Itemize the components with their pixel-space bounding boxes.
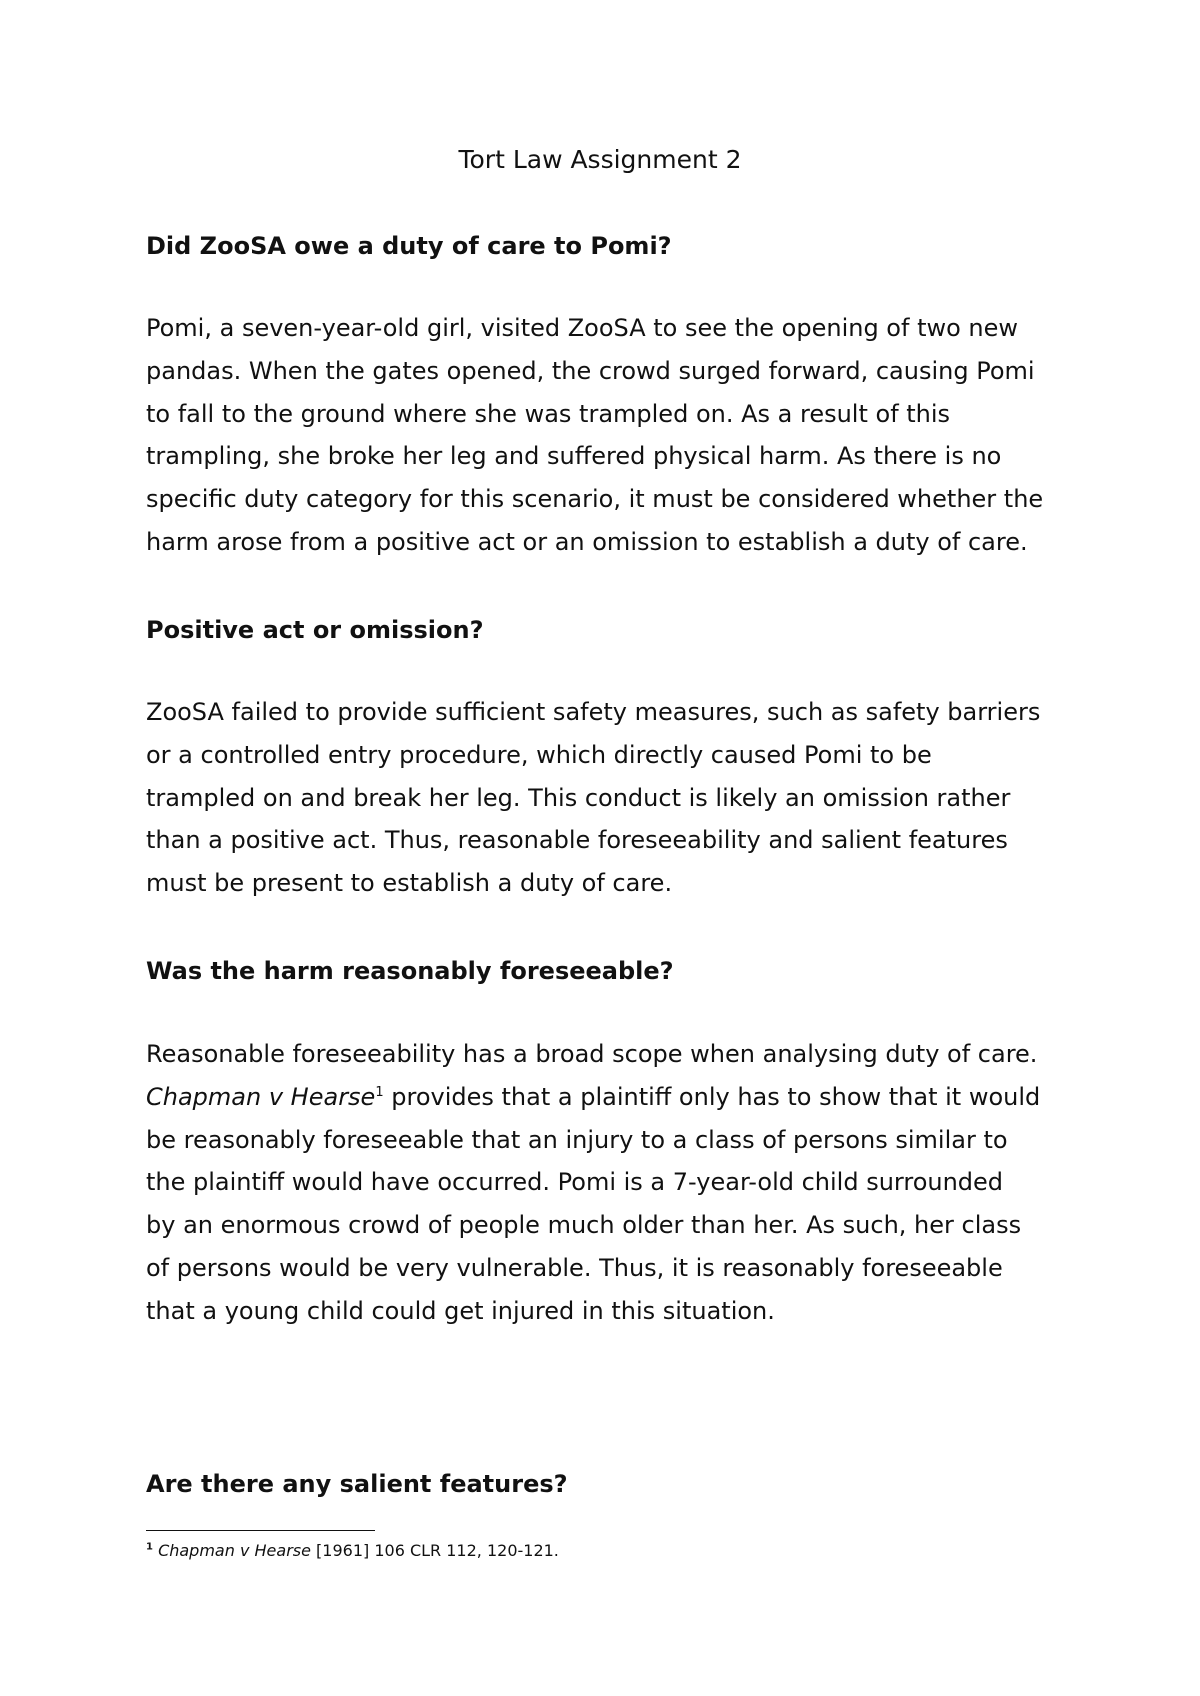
text-line-with-case: [146, 1076, 1071, 1119]
footnote-case-name: Chapman v Hearse: [158, 1541, 311, 1560]
text-line: harm arose from a positive act or an omission to establish a duty of care.: [146, 527, 1028, 556]
text-line: the plaintiff would have occurred. Pomi is a 7-year-old child surrounded: [146, 1168, 1004, 1197]
footnote-citation: [1961] 106 CLR 112, 120-121.: [310, 1541, 559, 1560]
document-title: Tort Law Assignment 2: [458, 145, 742, 174]
text-line: or a controlled entry procedure, which directly caused Pomi to be: [146, 740, 932, 769]
text-line: that a young child could get injured in this situation.: [146, 1296, 775, 1325]
text-line: be reasonably foreseeable that an injury to a class of persons similar to: [146, 1125, 1008, 1154]
text-line: pandas. When the gates opened, the crowd surged forward, causing Pomi: [146, 356, 1035, 385]
text-line: to fall to the ground where she was trampled on. As a result of this: [146, 399, 951, 428]
footnote: [146, 1540, 1066, 1562]
text-line: trampled on and break her leg. This conduct is likely an omission rather: [146, 783, 1011, 812]
text-line: Reasonable foreseeability has a broad scope when analysing duty of care.: [146, 1040, 1038, 1068]
footnote-separator: [146, 1530, 375, 1531]
text-line: Pomi, a seven-year-old girl, visited ZooSA to see the opening of two new: [146, 314, 1019, 342]
text-line: trampling, she broke her leg and suffered physical harm. As there is no: [146, 442, 1002, 471]
case-name: Chapman v Hearse: [146, 1082, 376, 1111]
text-fragment: provides that a plaintiff only has to show that it would: [383, 1082, 1041, 1111]
text-line: must be present to establish a duty of care.: [146, 869, 673, 898]
text-line: by an enormous crowd of people much older than her. As such, her class: [146, 1211, 1022, 1240]
section-heading-foreseeability: Was the harm reasonably foreseeable?: [146, 957, 674, 985]
footnote-number: 1: [146, 1541, 153, 1553]
text-line: of persons would be very vulnerable. Thus, it is reasonably foreseeable: [146, 1253, 1003, 1282]
section-heading-duty-of-care: Did ZooSA owe a duty of care to Pomi?: [146, 232, 672, 260]
text-line: than a positive act. Thus, reasonable foreseeability and salient features: [146, 826, 1008, 855]
section-paragraph-facts: [146, 307, 1071, 564]
section-paragraph-omission: [146, 691, 1071, 905]
text-line: ZooSA failed to provide sufficient safety measures, such as safety barriers: [146, 698, 1041, 726]
text-line: specific duty category for this scenario, it must be considered whether the: [146, 485, 1044, 514]
section-paragraph-foreseeability: [146, 1033, 1071, 1333]
footnote-reference[interactable]: 1: [375, 1084, 384, 1100]
section-heading-salient-features: Are there any salient features?: [146, 1470, 568, 1498]
section-heading-positive-act: Positive act or omission?: [146, 616, 484, 644]
